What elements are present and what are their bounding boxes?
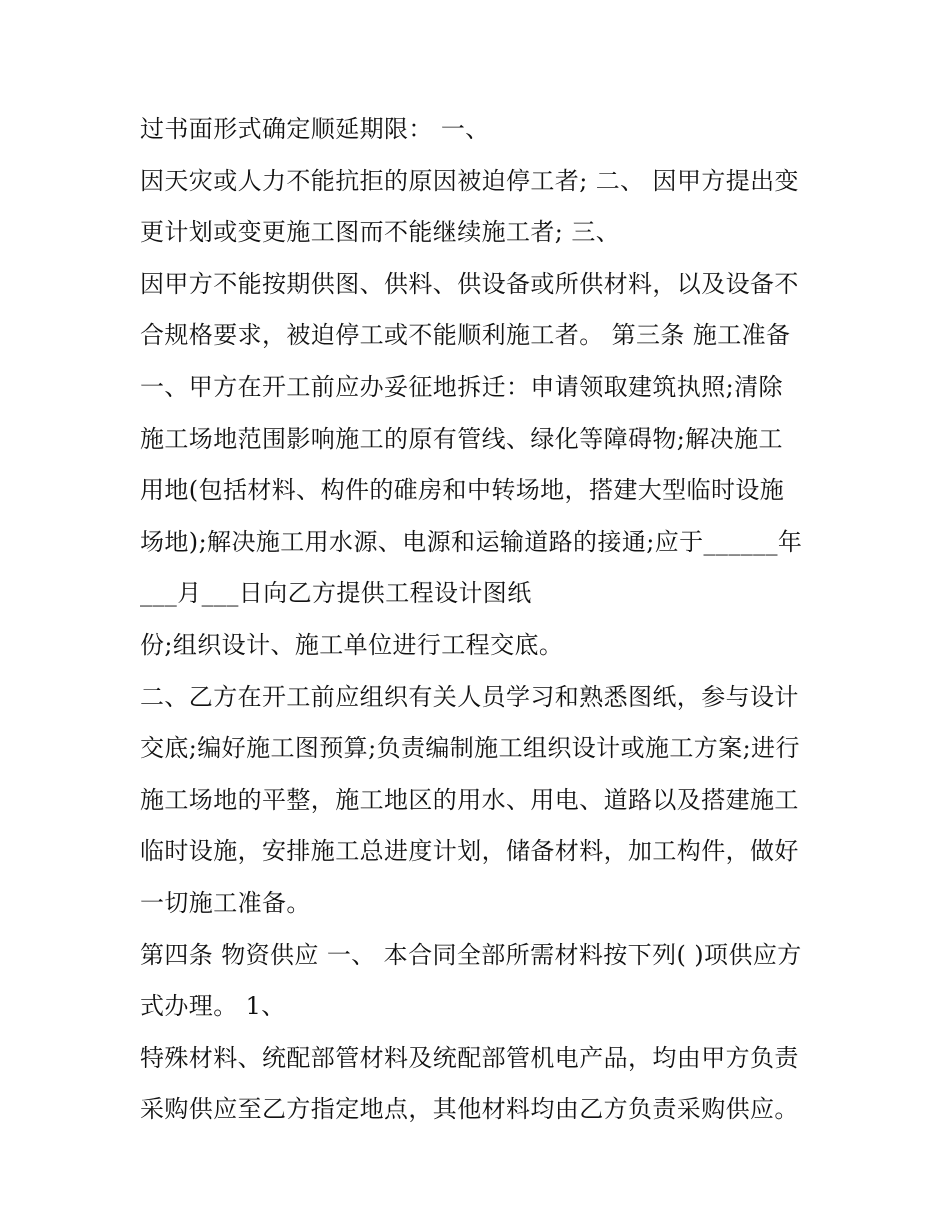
text-line: 二、乙方在开工前应组织有关人员学习和熟悉图纸，参与设计 xyxy=(140,682,799,711)
body-text xyxy=(140,104,830,1136)
text-line: 施工场地范围影响施工的原有管线、绿化等障碍物;解决施工 xyxy=(140,424,783,453)
text-line: 临时设施，安排施工总进度计划，储备材料，加工构件，做好 xyxy=(140,837,799,866)
text-line: ___月___日向乙方提供工程设计图纸 xyxy=(140,579,532,608)
text-line: 因天灾或人力不能抗拒的原因被迫停工者; 二、 因甲方提出变 xyxy=(140,166,799,195)
text-line: 采购供应至乙方指定地点，其他材料均由乙方负责采购供应。 xyxy=(140,1095,799,1124)
text-line: 过书面形式确定顺延期限： 一、 xyxy=(140,115,490,143)
text-line: 交底;编好施工图预算;负责编制施工组织设计或施工方案;进行 xyxy=(140,734,800,763)
text-line: 更计划或变更施工图而不能继续施工者; 三、 xyxy=(140,218,621,247)
text-line: 第四条 物资供应 一、 本合同全部所需材料按下列( )项供应方 xyxy=(140,940,802,969)
text-line: 合规格要求，被迫停工或不能顺利施工者。 第三条 施工准备 xyxy=(140,321,791,350)
text-line: 一、甲方在开工前应办妥征地拆迁：申请领取建筑执照;清除 xyxy=(140,372,783,401)
text-line: 式办理。 1、 xyxy=(140,992,286,1021)
text-line: 份;组织设计、施工单位进行工程交底。 xyxy=(140,630,564,659)
text-line: 一切施工准备。 xyxy=(140,888,311,917)
text-line: 用地(包括材料、构件的碓房和中转场地，搭建大型临时设施 xyxy=(140,476,785,505)
text-line: 特殊材料、统配部管材料及统配部管机电产品，均由甲方负责 xyxy=(140,1043,799,1072)
text-line: 因甲方不能按期供图、供料、供设备或所供材料，以及设备不 xyxy=(140,269,799,298)
text-line: 施工场地的平整，施工地区的用水、用电、道路以及搭建施工 xyxy=(140,785,799,814)
text-line: 场地);解决施工用水源、电源和运输道路的接通;应于______年 xyxy=(140,527,803,556)
